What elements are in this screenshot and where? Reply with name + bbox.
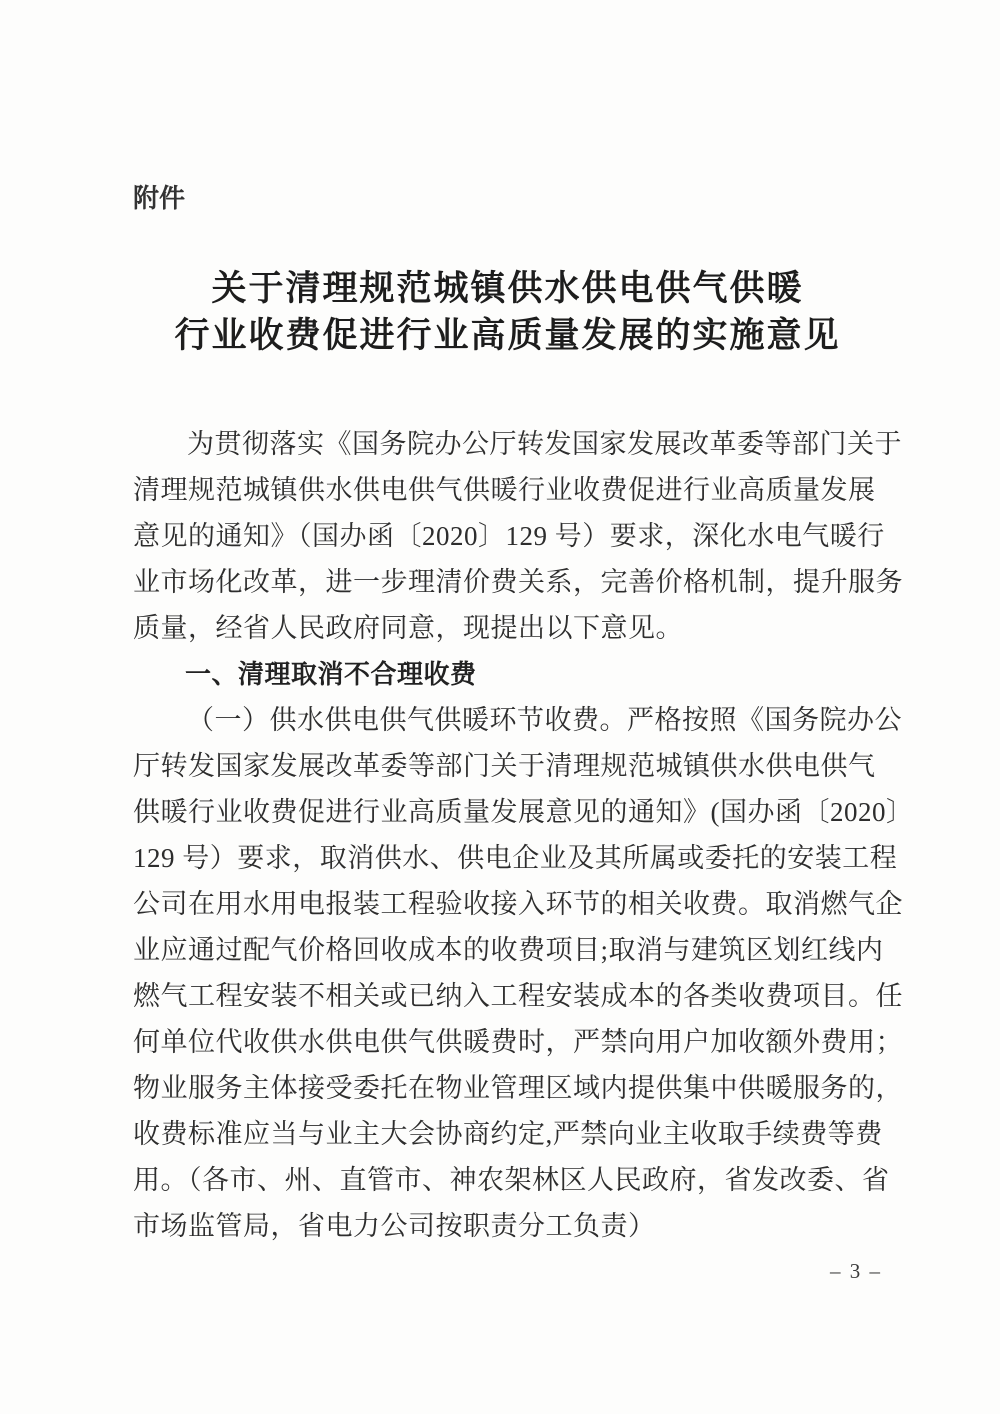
- text-line: 行业收费促进行业高质量发展的实施意见: [174, 316, 841, 355]
- text-line: 清理规范城镇供水供电供气供暖行业收费促进行业高质量发展: [133, 475, 876, 505]
- text-line: 市场监管局，省电力公司按职责分工负责）: [133, 1211, 656, 1241]
- text-line: 质量，经省人民政府同意，现提出以下意见。: [133, 613, 683, 643]
- text-line: 收费标准应当与业主大会协商约定,严禁向业主收取手续费等费: [133, 1119, 883, 1149]
- text-line: 业市场化改革，进一步理清价费关系，完善价格机制，提升服务: [133, 567, 903, 597]
- intro-paragraph: [133, 421, 903, 651]
- text-line: 意见的通知》（国办函〔2020〕129 号）要求，深化水电气暖行: [133, 521, 885, 551]
- text-line: 供暖行业收费促进行业高质量发展意见的通知》(国办函〔2020〕: [133, 797, 914, 827]
- text-line: 为贯彻落实《国务院办公厅转发国家发展改革委等部门关于: [187, 429, 902, 459]
- text-line: 129 号）要求，取消供水、供电企业及其所属或委托的安装工程: [133, 843, 898, 873]
- text-line: 公司在用水用电报装工程验收接入环节的相关收费。取消燃气企: [133, 889, 903, 919]
- text-line: 关于清理规范城镇供水供电供气供暖: [211, 269, 804, 308]
- text-line: 用。（各市、州、直管市、神农架林区人民政府，省发改委、省: [133, 1165, 890, 1195]
- text-line: 何单位代收供水供电供气供暖费时，严禁向用户加收额外费用；: [133, 1027, 903, 1057]
- text-line: 厅转发国家发展改革委等部门关于清理规范城镇供水供电供气: [133, 751, 876, 781]
- document-body: [133, 421, 914, 1249]
- section-1-heading: 一、清理取消不合理收费: [185, 659, 477, 689]
- text-line: 燃气工程安装不相关或已纳入工程安装成本的各类收费项目。任: [133, 981, 903, 1011]
- text-line: （一）供水供电供气供暖环节收费。严格按照《国务院办公: [187, 705, 902, 735]
- section-1-item-1-paragraph: [133, 697, 914, 1249]
- document-title: [133, 265, 882, 359]
- text-line: 业应通过配气价格回收成本的收费项目;取消与建筑区划红线内: [133, 935, 884, 965]
- page-number: – 3 –: [830, 1259, 882, 1283]
- text-line: 物业服务主体接受委托在物业管理区域内提供集中供暖服务的，: [133, 1073, 903, 1103]
- attachment-label: 附件: [133, 183, 186, 213]
